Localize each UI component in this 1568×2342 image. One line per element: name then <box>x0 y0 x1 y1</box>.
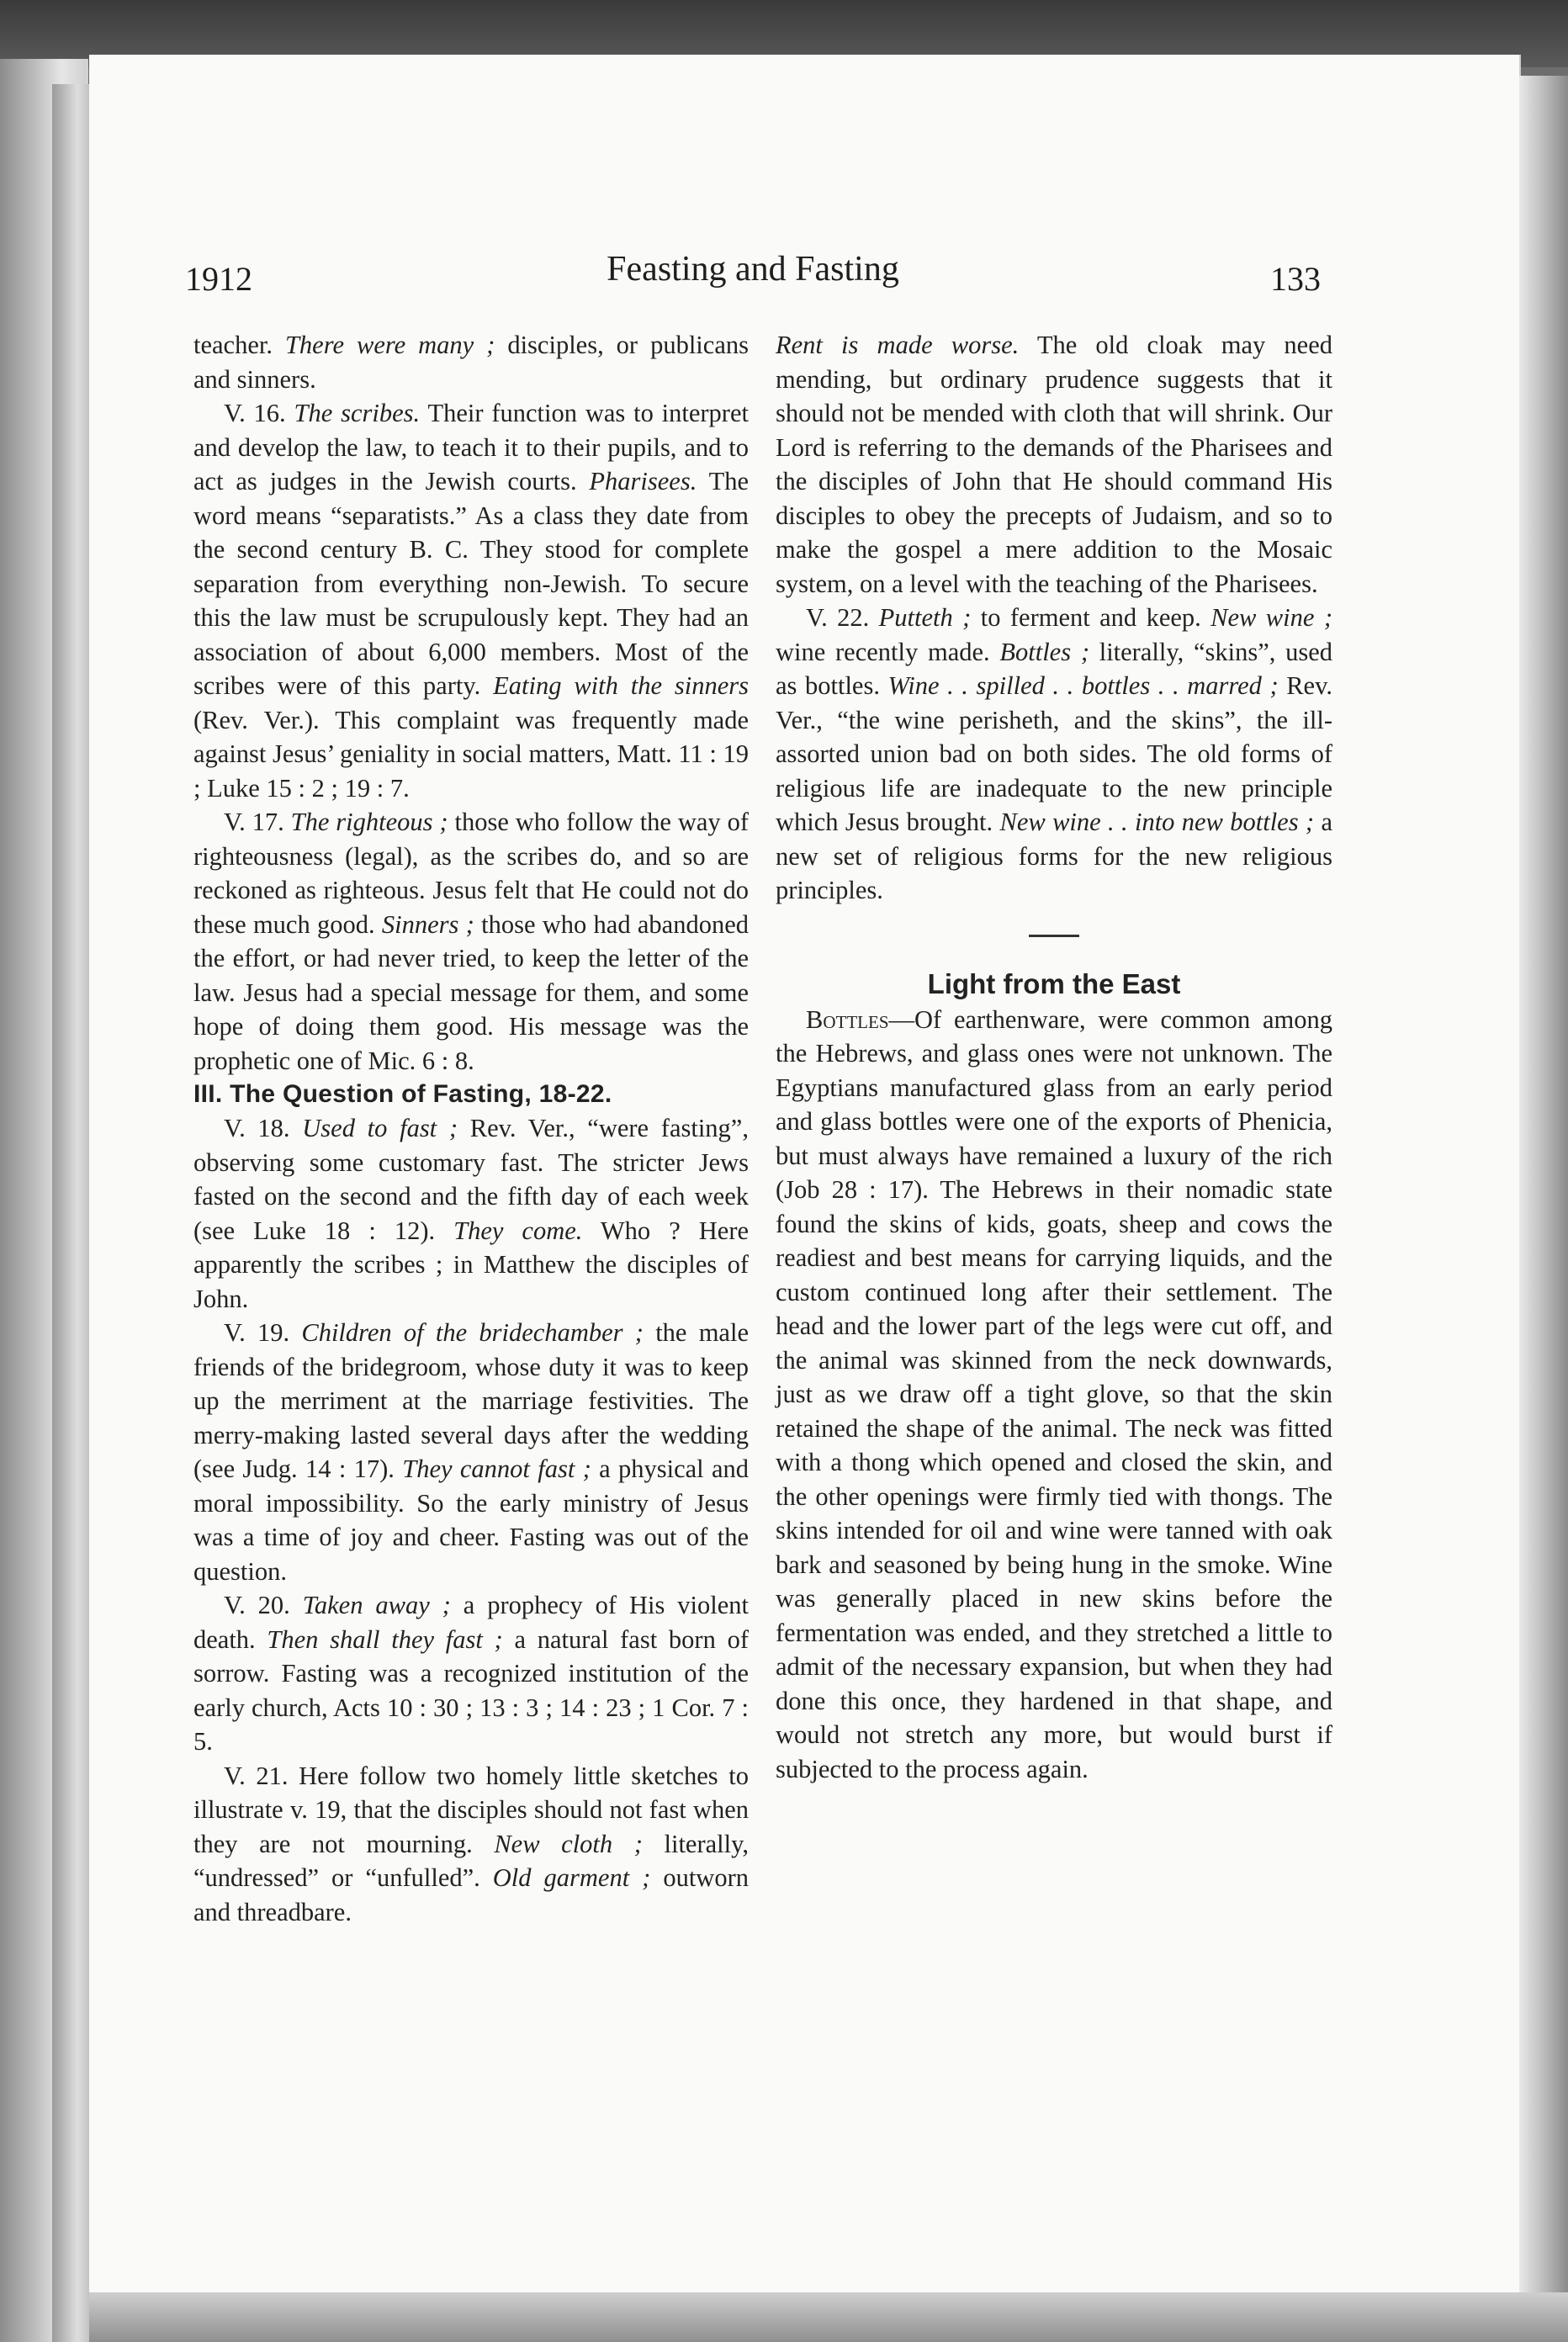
paragraph <box>776 1003 1332 1787</box>
italic-term: New cloth ; <box>494 1829 643 1858</box>
section-divider <box>1029 935 1079 937</box>
italic-term: Old garment ; <box>492 1863 651 1892</box>
italic-term: Sinners ; <box>381 909 474 939</box>
italic-term: They cannot fast ; <box>402 1454 591 1483</box>
text-run: a new set of religious forms for the new religious principles. <box>776 808 1332 904</box>
italic-term: They come. <box>453 1216 583 1245</box>
text-run: Rev. Ver., “the wine perisheth, and the skins”, the ill-assorted union bad on both sides. The old forms of religious life are inadequate to the new principle which Jesus brought. <box>776 671 1332 836</box>
paragraph <box>193 1111 749 1316</box>
paragraph <box>193 1588 749 1759</box>
italic-term: New wine . . into new bottles ; <box>999 808 1315 836</box>
text-run: literally, “skins”, used as bottles. <box>776 637 1332 700</box>
header-year: 1912 <box>185 260 252 298</box>
italic-term: Rent is made worse. <box>776 331 1020 359</box>
italic-term: Wine . . spilled . . bottles . . marred ; <box>887 671 1279 700</box>
text-run: outworn and threadbare. <box>193 1863 749 1926</box>
text-run: the male friends of the bridegroom, whose duty it was to keep up the merriment at the marriage festivities. The merry-making lasted several days after the wedding (see Judg. 14 : 17). <box>193 1318 749 1483</box>
header-title: Feasting and Fasting <box>607 250 899 289</box>
italic-term: Pharisees. <box>589 467 697 495</box>
italic-term: Bottles ; <box>999 637 1089 666</box>
right-column <box>776 328 1332 1786</box>
text-run: teacher. <box>193 331 285 359</box>
italic-term: Putteth ; <box>878 603 972 632</box>
text-run: V. 17. <box>224 808 291 836</box>
text-run: —Of earthenware, were common among the Hebrews, and glass ones were not unknown. The Egyptians manufactured glass from an early period and glass bottles were one of the exports of Phenicia, but must always have remained a luxury of the rich (Job 28 : 17). The Hebrews in their nomadic state found the skins of kids, goats, sheep and cows the readiest and best means for carrying liquids, and the custom continued long after their settlement. The head and the lower part of the legs were cut off, and the animal was skinned from the neck downwards, just as we draw off a tight glove, so that the skin retained the shape of the animal. The neck was fitted with a thong which opened and closed the skin, and the other openings were firmly tied with thongs. The skins intended for oil and wine were tanned with oak bark and seasoned by being hung in the smoke. Wine was generally placed in new skins before the fermentation was ended, and they stretched a little to admit of the necessary expansion, but when they had done this once, they hardened in that shape, and would not stretch any more, but would burst if subjected to the process again. <box>776 1004 1332 1783</box>
italic-term: Taken away ; <box>302 1591 451 1619</box>
paragraph <box>193 396 749 805</box>
page-stack-edge <box>1519 76 1568 2342</box>
text-run: V. 20. <box>224 1591 303 1619</box>
italic-term: Used to fast ; <box>302 1114 458 1142</box>
text-run: Rev. Ver., “were fasting”, observing some customary fast. The stricter Jews fasted on the second and the fifth day of each week (see Luke 18 : 12). <box>193 1114 749 1245</box>
text-run: The word means “separatists.” As a class they date from the second century B. C. They stood for complete separation from everything non-Jewish. To secure this the law must be scrupulously kept. They had an association of about 6,000 members. Most of the scribes were of this party. <box>193 467 749 700</box>
text-run: V. 22. <box>806 603 879 632</box>
text-run: The old cloak may need mending, but ordinary prudence suggests that it should not be mended with cloth that will shrink. Our Lord is referring to the demands of the Pharisees and the disciples of John that He should command His disciples to obey the precepts of Judaism, and so to make the gospel a mere addition to the Mosaic system, on a level with the teaching of the Pharisees. <box>776 331 1332 598</box>
italic-term: Eating with the sinners <box>493 671 749 700</box>
page-bottom-edge <box>89 2292 1568 2342</box>
italic-term: New wine ; <box>1210 603 1332 632</box>
italic-term: Then shall they fast ; <box>267 1624 503 1654</box>
book-gutter <box>52 84 94 2342</box>
text-run: V. 19. <box>224 1318 302 1347</box>
text-run: wine recently made. <box>776 637 1000 666</box>
text-run: literally, “undressed” or “unfulled”. <box>193 1829 749 1892</box>
running-head <box>185 249 1321 299</box>
page-number: 133 <box>1270 260 1321 298</box>
text-run: a physical and moral impossibility. So the early ministry of Jesus was a time of joy and cheer. Fasting was out of the question. <box>193 1454 749 1586</box>
paragraph <box>776 328 1332 601</box>
italic-term: There were many ; <box>284 331 495 359</box>
paragraph <box>776 601 1332 908</box>
text-run: a natural fast born of sorrow. Fasting was a recognized institution of the early church, Acts 10 : 30 ; 13 : 3 ; 14 : 23 ; 1 Cor. 7 : 5. <box>193 1624 749 1756</box>
italic-term: The righteous ; <box>290 808 448 836</box>
lesson-section-heading: III. The Question of Fasting, 18-22. <box>193 1080 612 1108</box>
paragraph <box>193 328 749 396</box>
text-run: Bottles <box>806 1004 889 1034</box>
section-heading: Light from the East <box>927 967 1181 999</box>
italic-term: The scribes. <box>294 399 421 427</box>
text-run: V. 21. Here follow two homely little sketches to illustrate v. 19, that the disciples should not fast when they are not mourning. <box>193 1761 749 1858</box>
paragraph <box>193 1316 749 1588</box>
text-run: V. 18. <box>224 1114 303 1142</box>
text-run: to ferment and keep. <box>971 603 1211 632</box>
left-column <box>193 328 749 1929</box>
italic-term: Children of the bridechamber ; <box>301 1318 644 1347</box>
text-run: disciples, or publicans and sinners. <box>193 331 749 394</box>
text-run: those who follow the way of righteousness (legal), as the scribes do, and so are reckoned as righteous. Jesus felt that He could not do these much good. <box>193 808 749 939</box>
text-run: Their function was to interpret and develop the law, to teach it to their pupils, and to act as judges in the Jewish courts. <box>193 399 749 495</box>
paragraph <box>193 1759 749 1930</box>
paragraph <box>193 805 749 1078</box>
text-run: a prophecy of His violent death. <box>193 1591 749 1654</box>
text-run: (Rev. Ver.). This complaint was frequently made against Jesus’ geniality in social matters, Matt. 11 : 19 ; Luke 15 : 2 ; 19 : 7. <box>193 705 749 803</box>
text-run: Who ? Here apparently the scribes ; in Matthew the disciples of John. <box>193 1216 750 1313</box>
text-run: those who had abandoned the effort, or had never tried, to keep the letter of the law. Jesus had a special message for them, and some hope of doing them good. His message was the prophetic one of Mic. 6 : 8. <box>193 909 749 1075</box>
text-run: V. 16. <box>224 399 294 427</box>
